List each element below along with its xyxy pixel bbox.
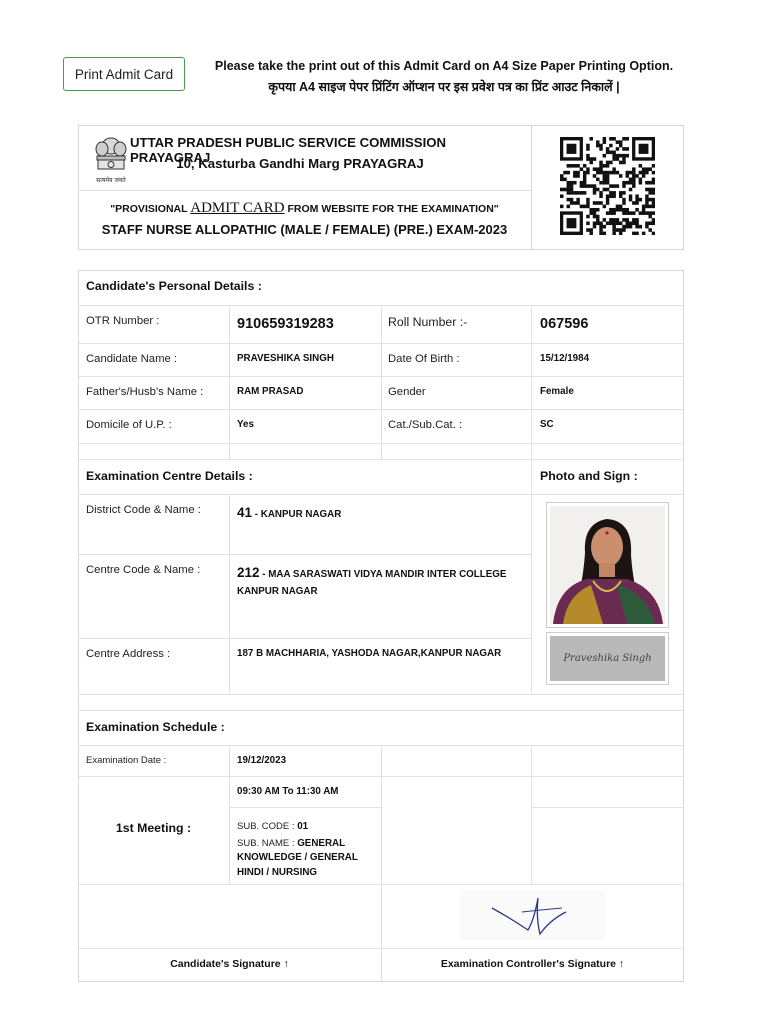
meeting-label: 1st Meeting : bbox=[115, 821, 192, 835]
centre-label: Centre Code & Name : bbox=[86, 564, 201, 576]
row-divider bbox=[78, 459, 684, 460]
subject-details: SUB. CODE : 01 SUB. NAME : GENERAL KNOWLEDGE / GENERAL HINDI / NURSING bbox=[237, 821, 358, 878]
col-divider bbox=[229, 745, 230, 884]
print-admit-card-button[interactable]: Print Admit Card bbox=[63, 57, 185, 91]
father-name-label: Father's/Husb's Name : bbox=[86, 386, 204, 398]
provisional-admit-card-title: "PROVISIONAL ADMIT CARD FROM WEBSITE FOR THE EXAMINATION" bbox=[110, 200, 499, 216]
row-divider bbox=[531, 807, 684, 808]
print-notice-hindi: कृपया A4 साइज पेपर प्रिंटिंग ऑप्शन पर इस प्रवेश पत्र का प्रिंट आउट निकालें | bbox=[268, 80, 620, 94]
row-divider bbox=[229, 807, 381, 808]
col-divider bbox=[229, 494, 230, 694]
controller-signature-image bbox=[460, 890, 605, 940]
row-divider bbox=[78, 638, 531, 639]
controller-signature-label: Examination Controller's Signature ↑ bbox=[440, 958, 625, 970]
candidate-sign-image: Praveshika Singh bbox=[546, 632, 669, 685]
header-divider bbox=[78, 190, 531, 191]
father-name-value: RAM PRASAD bbox=[237, 386, 304, 397]
qr-code-icon bbox=[560, 137, 655, 235]
row-divider bbox=[78, 710, 684, 711]
row-divider bbox=[78, 494, 684, 495]
domicile-value: Yes bbox=[237, 419, 254, 430]
row-divider bbox=[78, 554, 531, 555]
col-divider bbox=[381, 305, 382, 459]
exam-name: STAFF NURSE ALLOPATHIC (MALE / FEMALE) (PRE.) EXAM-2023 bbox=[101, 222, 508, 237]
organization-name: UTTAR PRADESH PUBLIC SERVICE COMMISSION PRAYAGRAJ bbox=[130, 135, 447, 165]
exam-date-value: 19/12/2023 bbox=[237, 755, 287, 766]
otr-label: OTR Number : bbox=[86, 315, 160, 327]
centre-address-value: 187 B MACHHARIA, YASHODA NAGAR,KANPUR NAGAR bbox=[237, 648, 502, 659]
category-value: SC bbox=[540, 419, 554, 430]
gender-label: Gender bbox=[388, 386, 426, 398]
category-label: Cat./Sub.Cat. : bbox=[388, 419, 463, 431]
roll-label: Roll Number :- bbox=[388, 315, 468, 329]
col-divider bbox=[531, 745, 532, 884]
organization-address: 10, Kasturba Gandhi Marg PRAYAGRAJ bbox=[176, 156, 424, 171]
centre-address-label: Centre Address : bbox=[86, 648, 171, 660]
centre-details-heading: Examination Centre Details : bbox=[86, 469, 253, 483]
roll-value: 067596 bbox=[540, 316, 589, 332]
ashoka-emblem-icon bbox=[88, 134, 134, 186]
dob-label: Date Of Birth : bbox=[388, 353, 460, 365]
col-divider bbox=[229, 305, 230, 459]
exam-time-value: 09:30 AM To 11:30 AM bbox=[237, 786, 339, 797]
candidate-signature-label: Candidate's Signature ↑ bbox=[170, 958, 289, 970]
district-label: District Code & Name : bbox=[86, 504, 201, 516]
candidate-name-value: PRAVESHIKA SINGH bbox=[237, 353, 334, 364]
col-divider bbox=[531, 459, 532, 694]
col-divider bbox=[531, 305, 532, 459]
dob-value: 15/12/1984 bbox=[540, 353, 590, 364]
domicile-label: Domicile of U.P. : bbox=[86, 419, 172, 431]
header-divider bbox=[531, 125, 532, 250]
schedule-heading: Examination Schedule : bbox=[86, 720, 225, 734]
otr-value: 910659319283 bbox=[237, 316, 334, 332]
photo-sign-heading: Photo and Sign : bbox=[540, 469, 638, 483]
gender-value: Female bbox=[540, 386, 574, 397]
emblem-caption: सत्यमेव जयते bbox=[96, 177, 126, 184]
print-notice-english: Please take the print out of this Admit Card on A4 Size Paper Printing Option. bbox=[214, 59, 674, 73]
row-divider bbox=[78, 694, 684, 695]
candidate-name-label: Candidate Name : bbox=[86, 353, 178, 365]
exam-date-label: Examination Date : bbox=[86, 755, 167, 766]
district-value: 41 - KANPUR NAGAR bbox=[237, 505, 342, 520]
candidate-photo bbox=[546, 502, 669, 628]
personal-details-heading: Candidate's Personal Details : bbox=[86, 279, 262, 293]
col-divider bbox=[381, 745, 382, 982]
centre-value: 212 - MAA SARASWATI VIDYA MANDIR INTER COLLEGE KANPUR NAGAR bbox=[237, 565, 507, 597]
